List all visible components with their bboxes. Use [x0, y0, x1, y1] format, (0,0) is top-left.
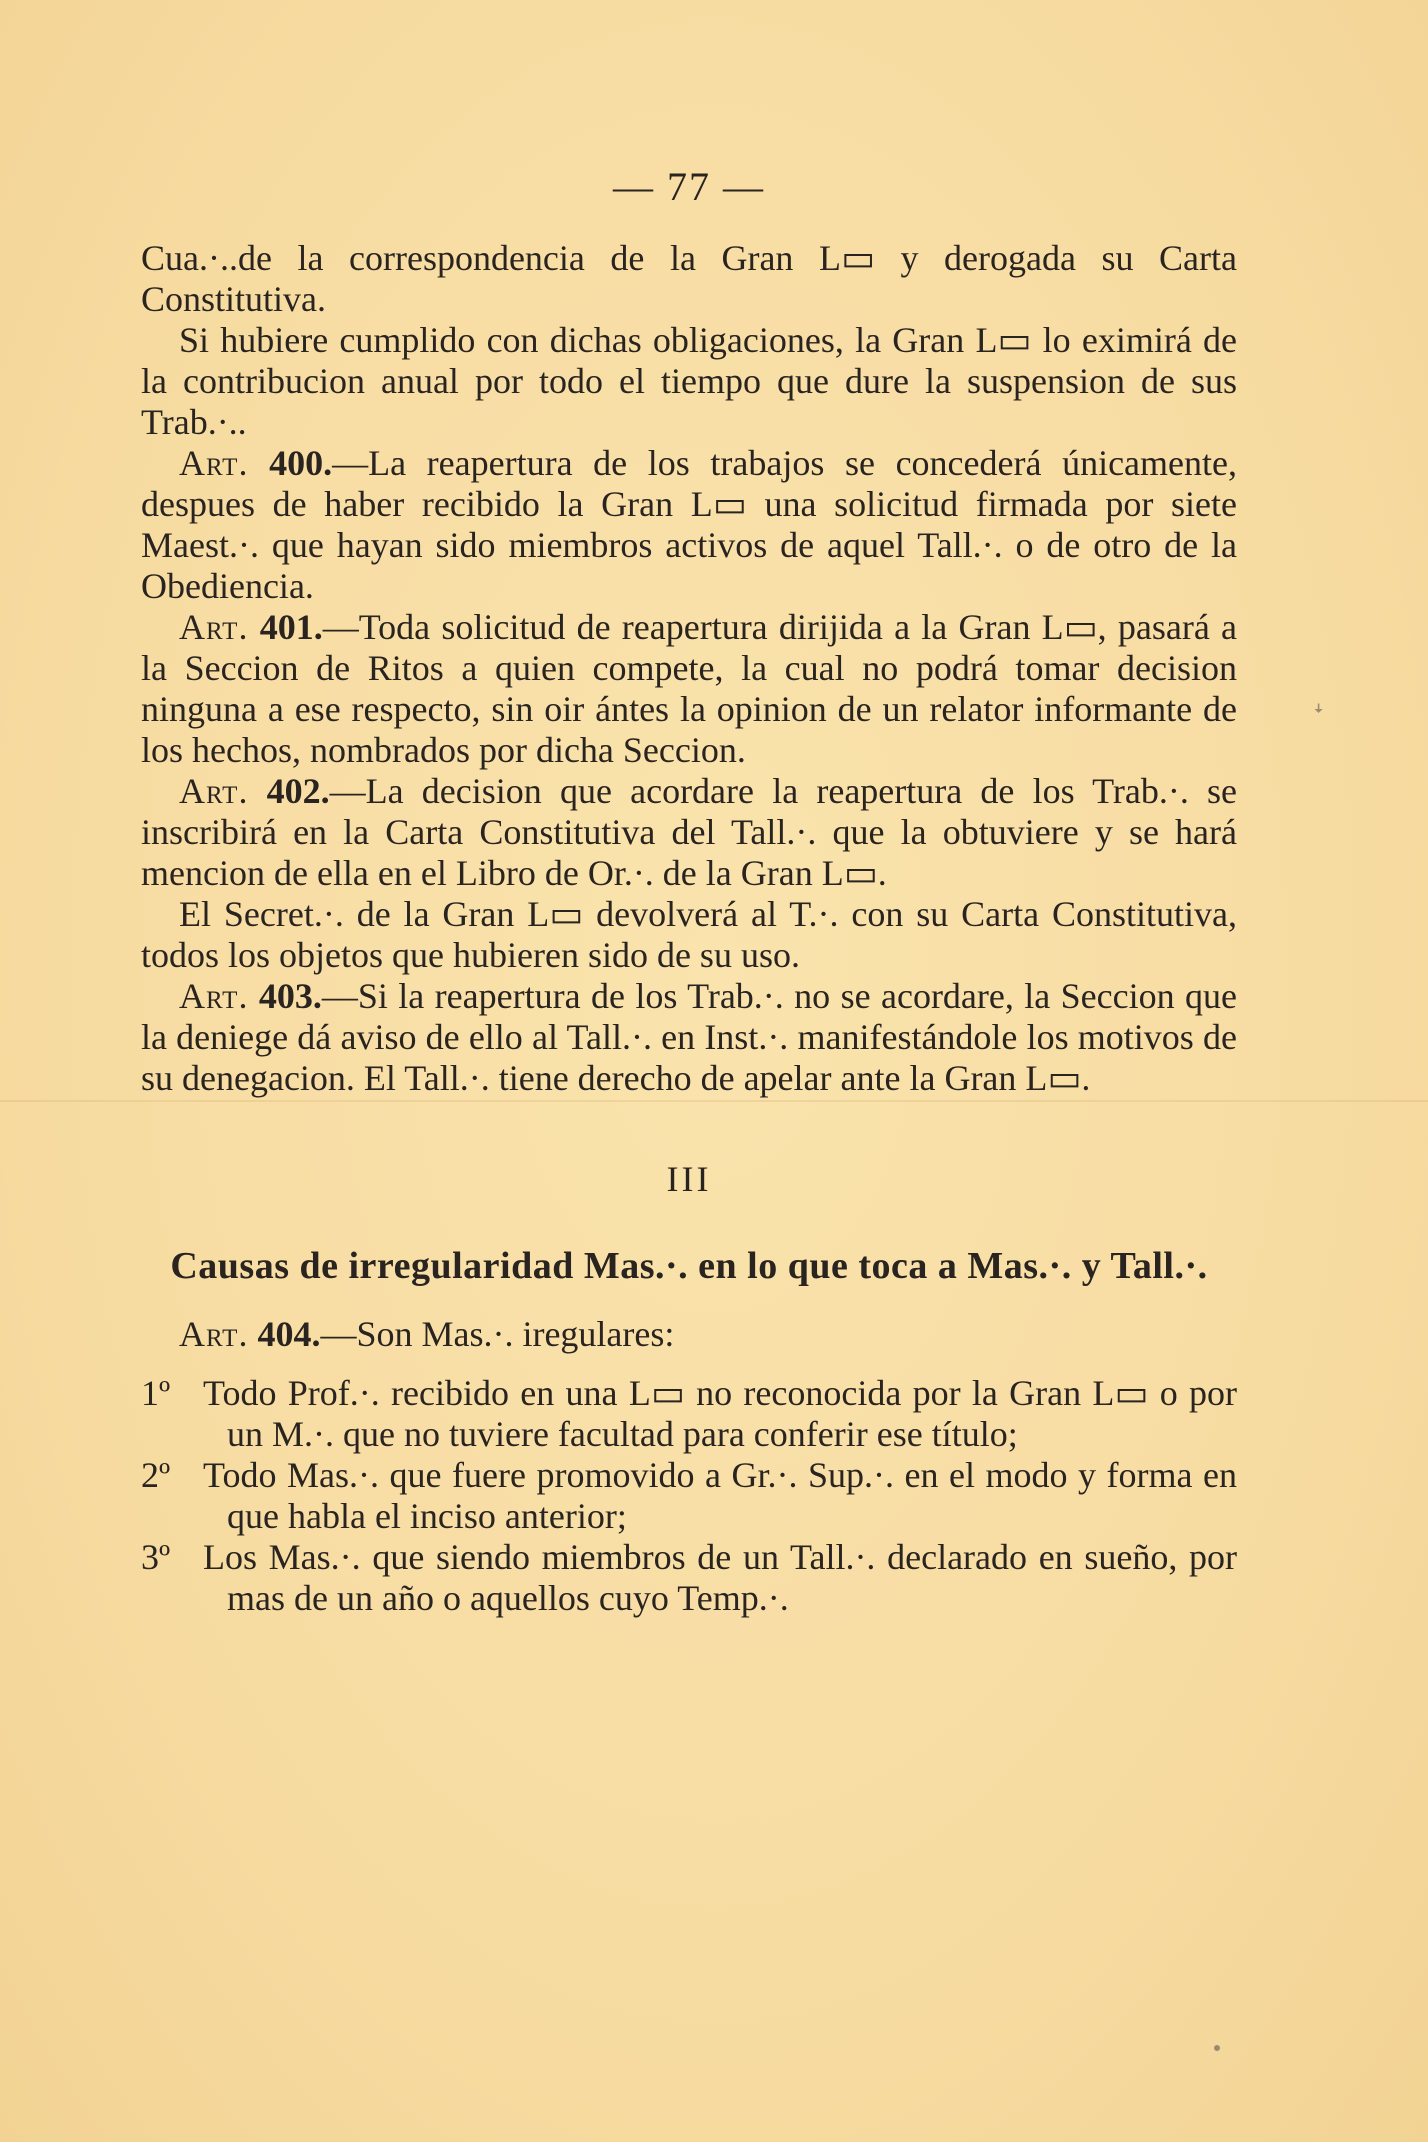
article-text: —Toda solicitud de reapertura dirijida a la Gran L▭, pasará a la Seccion de Ritos a quien compete, la cual no podrá tomar decision ninguna a ese respecto, sin oir ántes la opinion de un relator informante de los hechos, nombrados por dicha Seccion. — [141, 607, 1238, 770]
article-text: —La decision que acordare la reapertura de los Trab.·. se inscribirá en la Carta Constitutiva del Tall.·. que la obtuviere y se hará mencion de ella en el Libro de Or.·. de la Gran L▭. — [141, 771, 1237, 893]
article-403 — [141, 976, 1237, 1099]
article-number: 403. — [258, 976, 322, 1016]
list-item-text: Los Mas.·. que siendo miembros de un Tall.·. declarado en sueño, por mas de un año o aquellos cuyo Temp.·. — [203, 1537, 1237, 1618]
article-402 — [141, 771, 1237, 894]
article-number: 404. — [257, 1314, 321, 1354]
paper-fold-line — [0, 1100, 1428, 1102]
article-401 — [141, 607, 1237, 771]
paragraph-suspension: Si hubiere cumplido con dichas obligaciones, la Gran L▭ lo eximirá de la contribucion anual por todo el tiempo que dure la suspension de sus Trab.·.. — [141, 320, 1237, 442]
list-item-number: 2º — [141, 1455, 171, 1495]
article-label: Art. — [179, 607, 249, 647]
page-number: — 77 — — [613, 164, 765, 209]
paragraph-continuation: Cua.·..de la correspondencia de la Gran L▭ y derogada su Carta Constitutiva. — [141, 238, 1237, 319]
ink-speck — [1214, 2045, 1220, 2051]
article-label: Art. — [179, 976, 249, 1016]
section-title: Causas de irregularidad Mas.·. en lo que toca a Mas.·. y Tall.·. — [170, 1245, 1208, 1287]
list-item-text: Todo Prof.·. recibido en una L▭ no reconocida por la Gran L▭ o por un M.·. que no tuviere facultad para conferir ese título; — [203, 1373, 1237, 1454]
list-item-number: 3º — [141, 1537, 171, 1577]
section-number: III — [666, 1159, 712, 1199]
article-404 — [141, 1314, 1237, 1355]
list-item — [141, 1455, 1237, 1537]
article-text: —Si la reapertura de los Trab.·. no se acordare, la Seccion que la deniege dá aviso de ello al Tall.·. en Inst.·. manifestándole los motivos de su denegacion. El Tall.·. tiene derecho de apelar ante la Gran L▭. — [141, 976, 1238, 1098]
article-label: Art. — [179, 771, 249, 811]
article-number: 402. — [266, 771, 330, 811]
article-number: 400. — [269, 443, 333, 483]
article-402-continuation: El Secret.·. de la Gran L▭ devolverá al T.·. con su Carta Constitutiva, todos los objetos que hubieren sido de su uso. — [141, 894, 1237, 975]
article-label: Art. — [179, 1314, 249, 1354]
list-item-number: 1º — [141, 1373, 171, 1413]
margin-ink-mark: ꜜ — [1313, 704, 1324, 729]
article-text: —Son Mas.·. iregulares: — [320, 1314, 675, 1354]
article-text: —La reapertura de los trabajos se concederá únicamente, despues de haber recibido la Gran L▭ una solicitud firmada por siete Maest.·. que hayan sido miembros activos de aquel Tall.·. o de otro de la Obediencia. — [141, 443, 1237, 606]
list-item-text: Todo Mas.·. que fuere promovido a Gr.·. Sup.·. en el modo y forma en que habla el inciso anterior; — [203, 1455, 1237, 1536]
article-400 — [141, 443, 1237, 607]
article-label: Art. — [179, 443, 249, 483]
page-body — [141, 238, 1237, 1619]
list-item — [141, 1373, 1237, 1455]
list-item — [141, 1537, 1237, 1619]
article-number: 401. — [259, 607, 323, 647]
